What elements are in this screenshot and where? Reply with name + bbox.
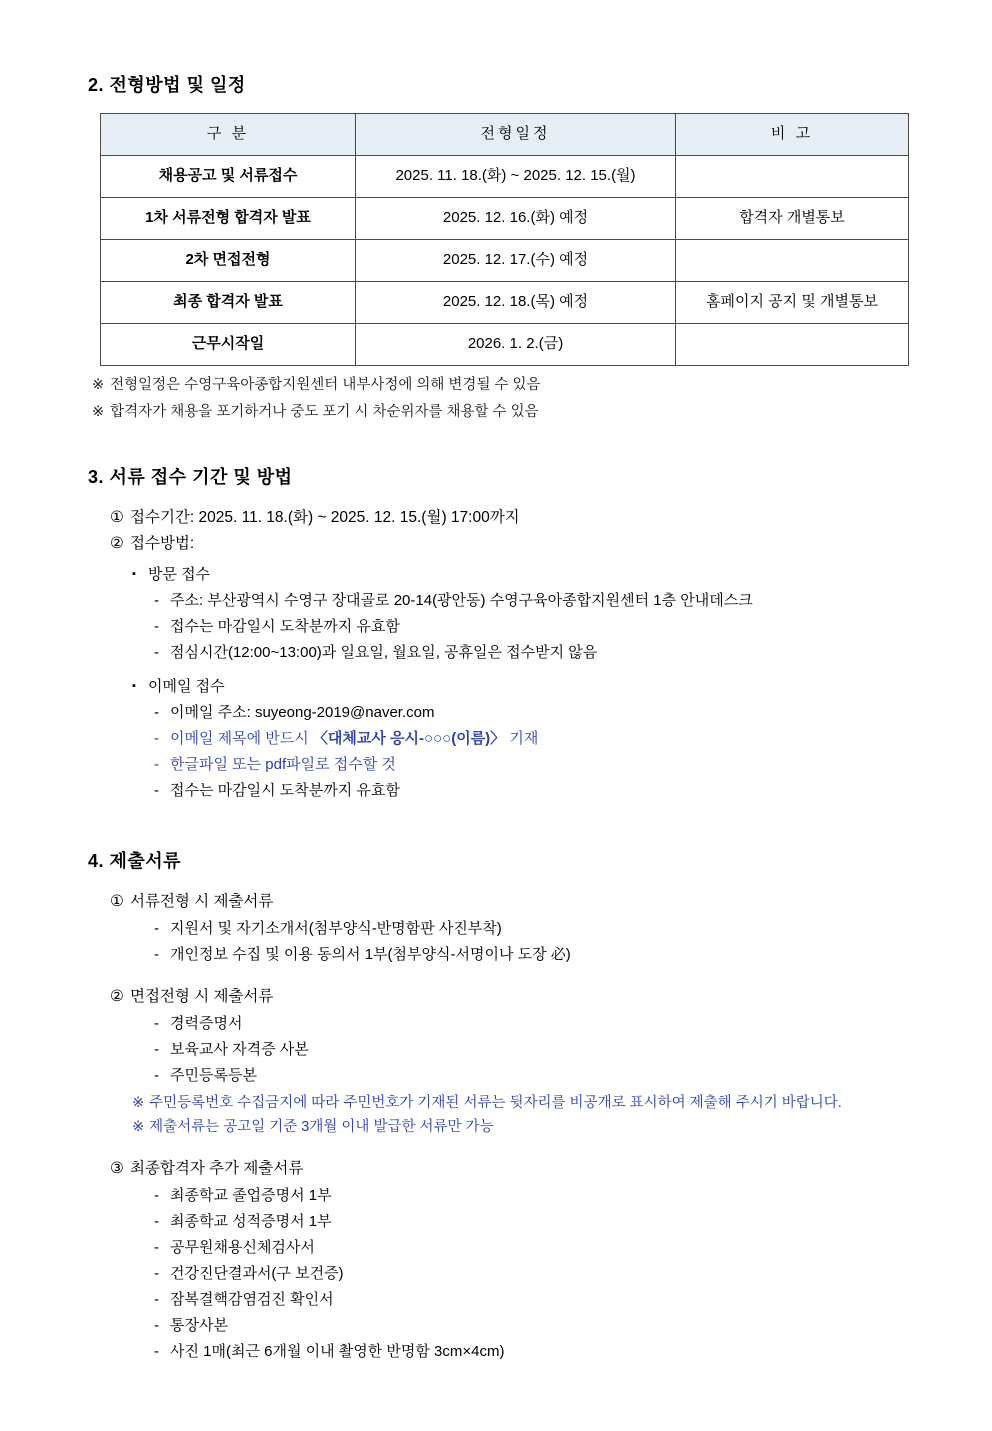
s4-group-3-items [154, 1183, 904, 1366]
column-header-division: 구 분 [101, 114, 356, 156]
schedule-table [100, 113, 909, 366]
cell-schedule: 2025. 11. 18.(화) ~ 2025. 12. 15.(월) [356, 156, 676, 198]
section-required-documents [88, 848, 904, 1365]
list-text: 면접전형 시 제출서류 [130, 987, 274, 1005]
table-row [101, 324, 909, 366]
dash-bullet-icon: - [154, 1212, 159, 1230]
list-item [154, 726, 904, 752]
list-text: 접수는 마감일시 도착분까지 유효함 [170, 617, 400, 635]
list-text: 보육교사 자격증 사본 [170, 1040, 309, 1058]
s3-visit-items [154, 588, 904, 666]
dash-bullet-icon: - [154, 1186, 159, 1204]
section-3-title: 3. 서류 접수 기간 및 방법 [88, 466, 293, 487]
note-mark: ※ [92, 403, 105, 420]
dash-bullet-icon: - [154, 1317, 159, 1335]
cell-division: 근무시작일 [101, 324, 356, 366]
cell-schedule: 2025. 12. 17.(수) 예정 [356, 240, 676, 282]
list-text: 접수방법: [130, 535, 195, 553]
cell-schedule: 2025. 12. 16.(화) 예정 [356, 198, 676, 240]
email-address-text: 이메일 주소: suyeong-2019@naver.com [170, 703, 435, 721]
section-application-period [88, 464, 904, 805]
s4-group-3 [110, 1156, 904, 1183]
s3-sub-email [132, 674, 904, 700]
cell-division: 채용공고 및 서류접수 [101, 156, 356, 198]
note-mark: ※ [92, 377, 105, 393]
list-number: ③ [110, 1160, 124, 1178]
dash-bullet-icon: - [154, 643, 159, 661]
list-text: 최종학교 졸업증명서 1부 [170, 1186, 332, 1204]
list-text: 최종합격자 추가 제출서류 [130, 1160, 304, 1178]
s4-group-1 [110, 889, 904, 916]
cell-division: 최종 합격자 발표 [101, 282, 356, 324]
list-text: 주소: 부산광역시 수영구 장대골로 20-14(광안동) 수영구육아종합지원센터 1층 안내데스크 [170, 591, 753, 609]
dash-bullet-icon: - [154, 1291, 159, 1309]
dash-bullet-icon: - [154, 945, 159, 963]
dash-bullet-icon: - [154, 1343, 159, 1361]
list-text: 공무원채용신체검사서 [170, 1238, 315, 1256]
cell-remarks: 합격자 개별통보 [676, 198, 909, 240]
note-item [92, 375, 904, 397]
list-number: ① [110, 508, 124, 526]
dash-bullet-icon: - [154, 781, 159, 799]
list-number: ② [110, 535, 124, 553]
table-header-row [101, 114, 909, 156]
dash-bullet-icon: - [154, 1040, 159, 1058]
square-bullet-icon: ▪ [132, 567, 136, 580]
dash-bullet-icon: - [154, 591, 159, 609]
cell-schedule: 2026. 1. 2.(금) [356, 324, 676, 366]
note-mark: ※ [132, 1094, 145, 1111]
list-item [154, 1063, 904, 1089]
s4-group-1-items [154, 916, 904, 968]
note-item [132, 1115, 904, 1140]
list-item [154, 1037, 904, 1063]
list-text: 주민등록등본 [170, 1066, 257, 1084]
note-item [132, 1091, 904, 1116]
list-number: ② [110, 987, 124, 1005]
list-number: ① [110, 893, 124, 911]
section-4-title: 4. 제출서류 [88, 851, 182, 872]
s3-sub-visit [132, 562, 904, 588]
list-item [154, 640, 904, 666]
list-text: 서류전형 시 제출서류 [130, 893, 274, 911]
s3-list [110, 505, 904, 558]
section-2-title: 2. 전형방법 및 일정 [88, 75, 246, 95]
s4-group-2-title [110, 984, 904, 1011]
list-item [154, 752, 904, 778]
list-item [154, 700, 904, 726]
list-item [154, 1209, 904, 1235]
list-item [154, 1011, 904, 1037]
list-item [154, 1261, 904, 1287]
dash-bullet-icon: - [154, 1238, 159, 1256]
table-row [101, 198, 909, 240]
list-item [154, 1287, 904, 1313]
dash-bullet-icon: - [154, 1265, 159, 1283]
list-text: 지원서 및 자기소개서(첨부양식-반명함판 사진부착) [170, 919, 502, 937]
list-item [154, 778, 904, 804]
s4-group-2 [110, 984, 904, 1011]
list-text: 사진 1매(최근 6개월 이내 촬영한 반명함 3cm×4cm) [170, 1343, 505, 1361]
section-selection-method [88, 72, 904, 424]
s4-group-1-title [110, 889, 904, 916]
s4-group-3-title [110, 1156, 904, 1183]
s3-email-items [154, 700, 904, 804]
note-text: 제출서류는 공고일 기준 3개월 이내 발급한 서류만 가능 [149, 1119, 494, 1136]
list-item [154, 1183, 904, 1209]
list-text: 접수기간: 2025. 11. 18.(화) ~ 2025. 12. 15.(월) 17:00까지 [130, 508, 520, 526]
dash-bullet-icon: - [154, 703, 159, 721]
s4-group-2-items [154, 1011, 904, 1089]
cell-remarks: 홈페이지 공지 및 개별통보 [676, 282, 909, 324]
list-item [154, 916, 904, 942]
cell-division: 1차 서류전형 합격자 발표 [101, 198, 356, 240]
dash-bullet-icon: - [154, 755, 159, 773]
list-text: 건강진단결과서(구 보건증) [170, 1265, 344, 1283]
note-mark: ※ [132, 1119, 145, 1136]
list-item [154, 1235, 904, 1261]
cell-division: 2차 면접전형 [101, 240, 356, 282]
list-item [154, 614, 904, 640]
email-subject-format: 〈대체교사 응시-○○○(이름)〉 [312, 729, 506, 747]
list-text: 잠복결핵감염검진 확인서 [170, 1291, 334, 1309]
list-text: 경력증명서 [170, 1014, 243, 1032]
note-item [92, 402, 904, 424]
dash-bullet-icon: - [154, 1014, 159, 1032]
cell-remarks [676, 324, 909, 366]
dash-bullet-icon: - [154, 919, 159, 937]
list-item [154, 1339, 904, 1365]
list-item [154, 1313, 904, 1339]
table-row [101, 282, 909, 324]
s3-item-method [110, 531, 904, 558]
cell-remarks [676, 156, 909, 198]
list-text: 통장사본 [170, 1317, 228, 1335]
list-text: 최종학교 성적증명서 1부 [170, 1212, 332, 1230]
list-text: 개인정보 수집 및 이용 동의서 1부(첨부양식-서명이나 도장 必) [170, 945, 571, 963]
list-item [154, 588, 904, 614]
dash-bullet-icon: - [154, 617, 159, 635]
table-row [101, 240, 909, 282]
dash-bullet-icon: - [154, 1066, 159, 1084]
list-text-post: 기재 [505, 729, 539, 747]
list-text: 점심시간(12:00~13:00)과 일요일, 월요일, 공휴일은 접수받지 않음 [170, 643, 598, 661]
cell-remarks [676, 240, 909, 282]
table-row [101, 156, 909, 198]
note-text: 주민등록번호 수집금지에 따라 주민번호가 기재된 서류는 뒷자리를 비공개로 표시하여 제출해 주시기 바랍니다. [149, 1094, 842, 1111]
list-item [154, 942, 904, 968]
column-header-remarks: 비 고 [676, 114, 909, 156]
list-text: 한글파일 또는 pdf파일로 접수할 것 [170, 755, 396, 773]
cell-schedule: 2025. 12. 18.(목) 예정 [356, 282, 676, 324]
dash-bullet-icon: - [154, 729, 159, 747]
column-header-schedule: 전형일정 [356, 114, 676, 156]
list-text: 접수는 마감일시 도착분까지 유효함 [170, 781, 400, 799]
s4-group-2-notes [132, 1091, 904, 1140]
sub-label: 방문 접수 [148, 565, 211, 583]
note-text: 전형일정은 수영구육아종합지원센터 내부사정에 의해 변경될 수 있음 [110, 377, 541, 393]
schedule-notes [88, 375, 904, 424]
sub-label: 이메일 접수 [148, 677, 225, 695]
note-text: 합격자가 채용을 포기하거나 중도 포기 시 차순위자를 채용할 수 있음 [110, 403, 539, 420]
s3-item-period [110, 505, 904, 532]
square-bullet-icon: ▪ [132, 679, 136, 692]
list-text: 이메일 제목에 반드시 [170, 729, 313, 747]
